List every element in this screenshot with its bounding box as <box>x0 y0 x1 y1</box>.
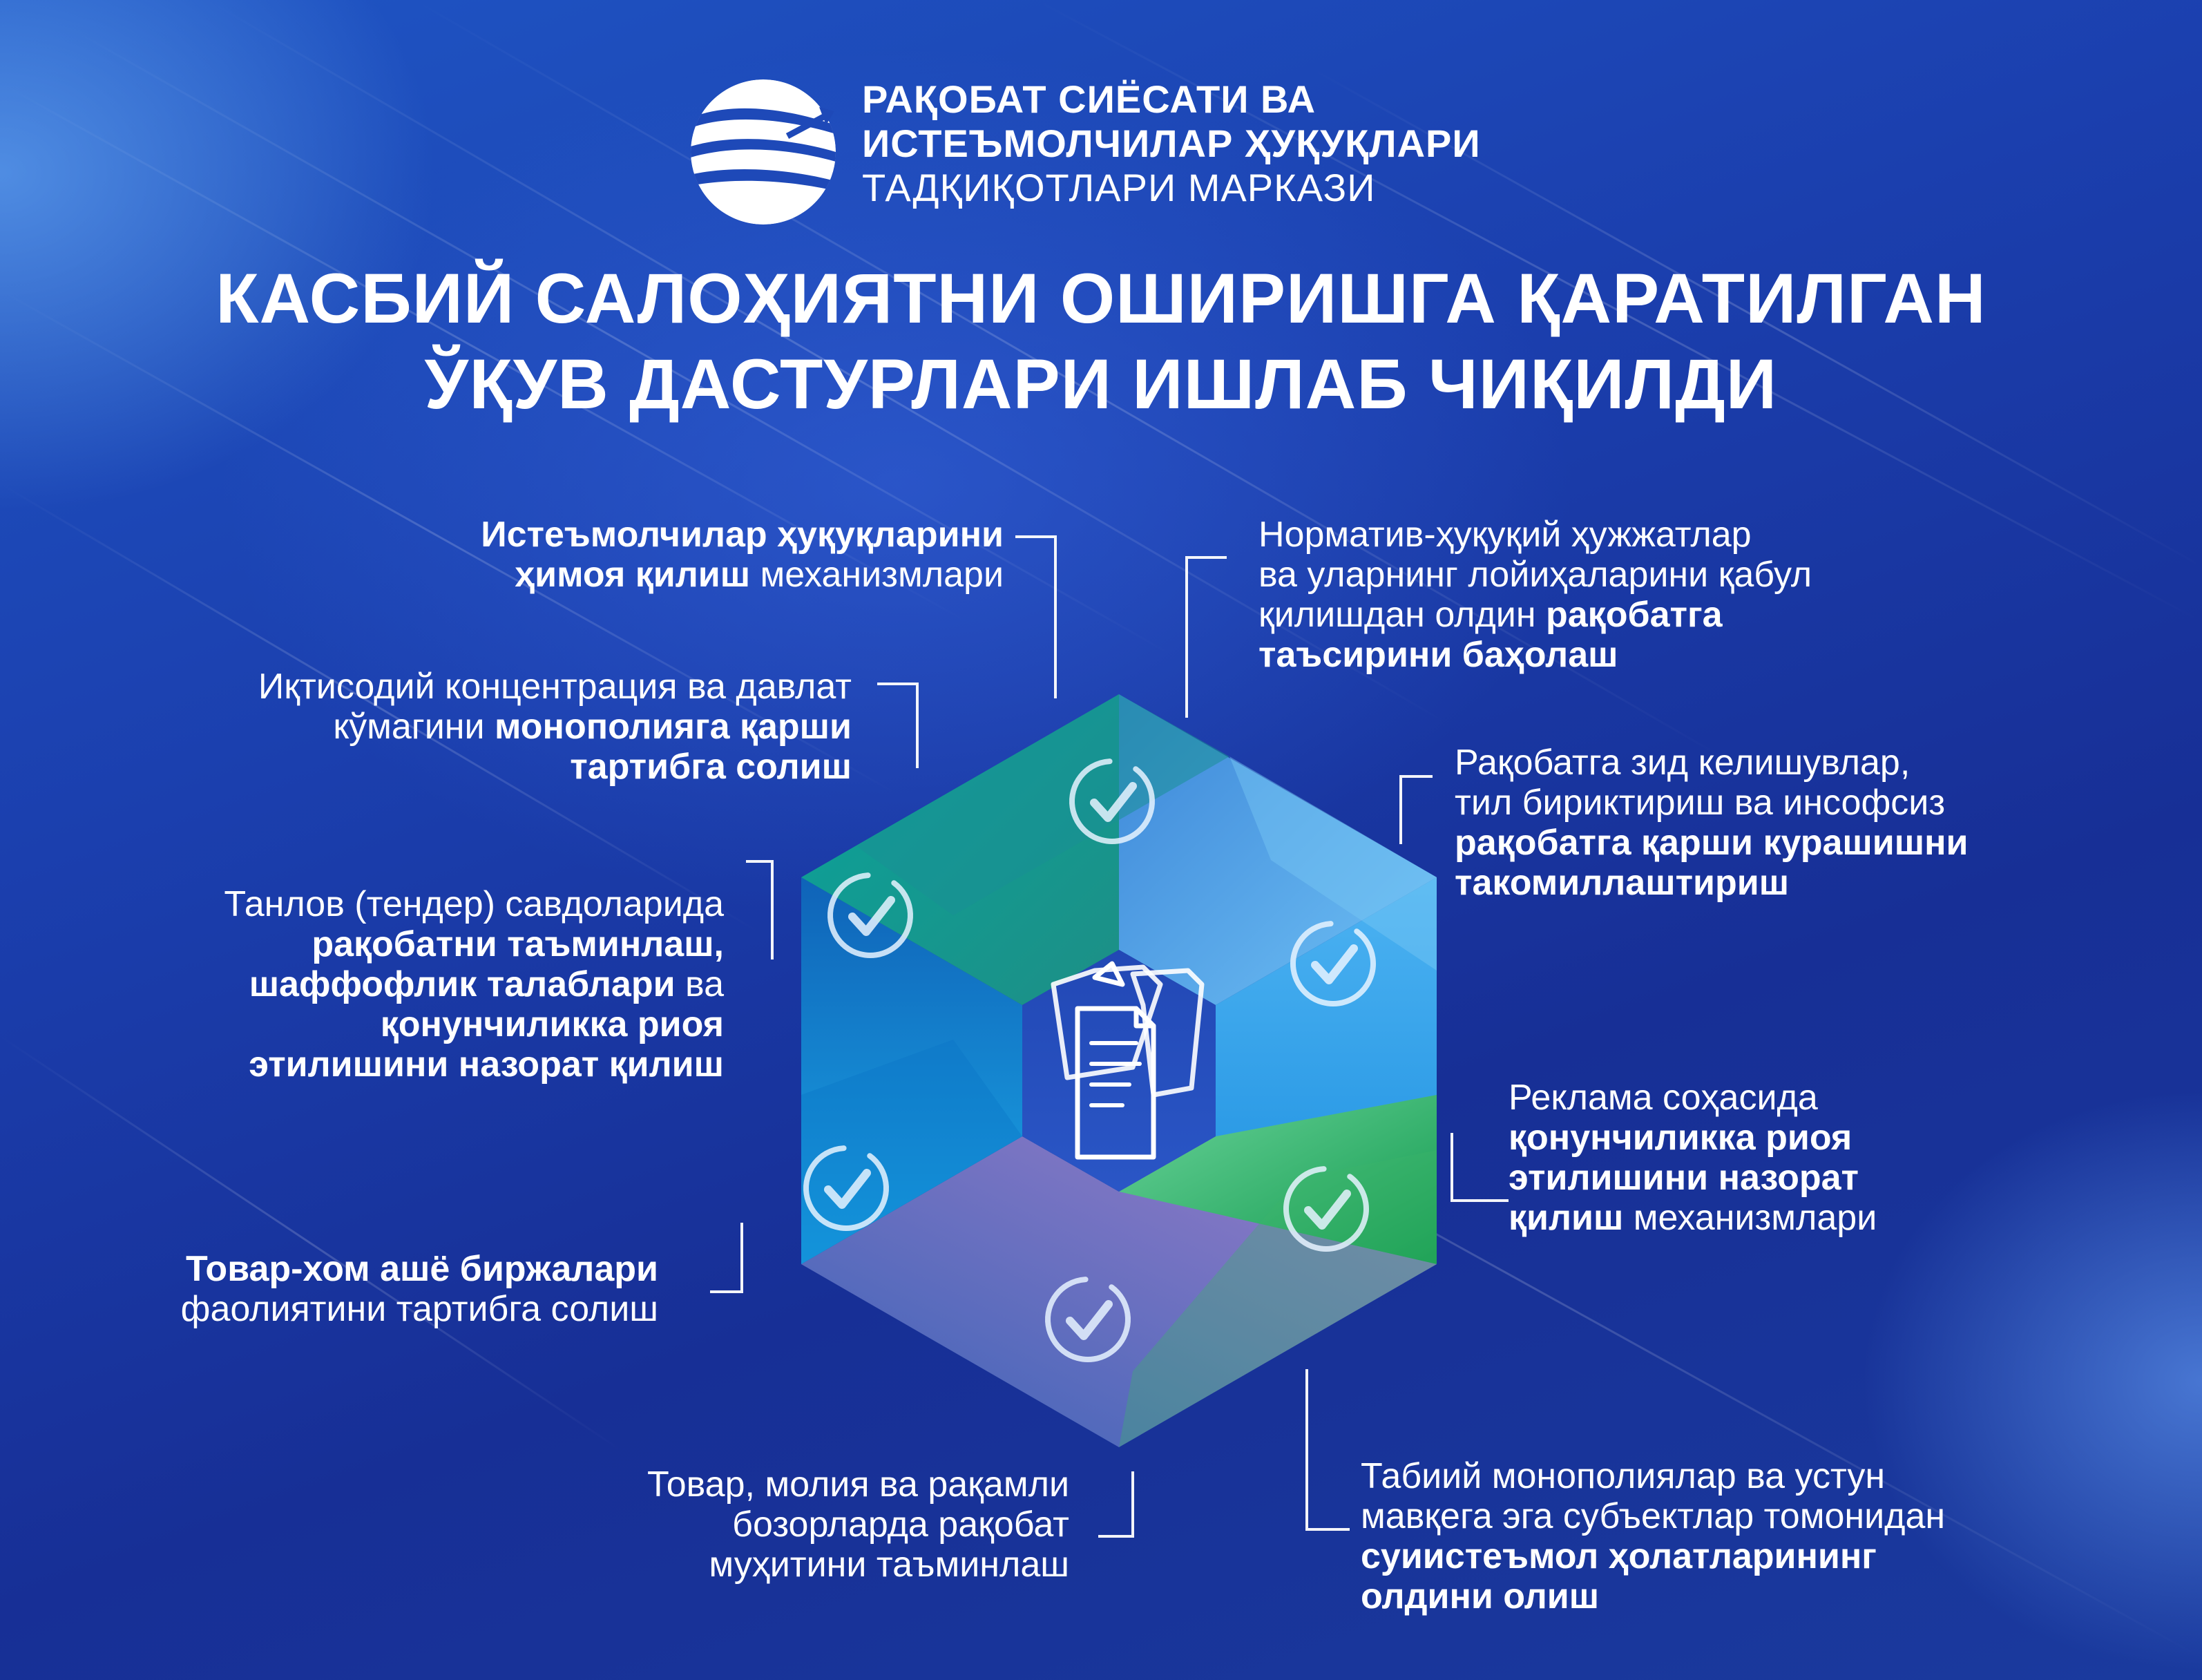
org-line-3: ТАДҚИҚОТЛАРИ МАРКАЗИ <box>862 166 1376 209</box>
item-anticompetitive-agreements <box>1455 743 1968 903</box>
item-text-bold: Истеъмолчилар ҳуқуқларини <box>481 515 1004 555</box>
item-text-bold: тартибга солиш <box>570 747 852 787</box>
item-text-bold: монополияга қарши <box>495 707 852 747</box>
title-line-1: КАСБИЙ САЛОҲИЯТНИ ОШИРИШГА ҚАРАТИЛГАН <box>216 259 1986 338</box>
item-text: ва <box>675 964 724 1004</box>
org-line-2: ИСТЕЪМОЛЧИЛАР ҲУҚУҚЛАРИ <box>862 122 1481 165</box>
item-text: Иқтисодий концентрация ва давлат <box>258 667 852 707</box>
org-line-1: РАҚОБАТ СИЁСАТИ ВА <box>862 77 1317 121</box>
item-text-bold: қилиш <box>1509 1198 1624 1238</box>
item-text: тил бириктириш ва инсофсиз <box>1455 783 1946 823</box>
item-tender-competition <box>224 884 724 1085</box>
item-text: Товар, молия ва рақамли <box>647 1464 1069 1505</box>
organization-name <box>862 77 1481 210</box>
item-text: қилишдан олдин <box>1258 595 1546 635</box>
item-text: Реклама соҳасида <box>1509 1078 1818 1118</box>
item-text-bold: Товар-хом ашё биржалари <box>185 1249 658 1289</box>
item-consumer-rights <box>481 515 1004 595</box>
item-advertising <box>1509 1078 1877 1238</box>
item-text: Танлов (тендер) савдоларида <box>224 884 724 924</box>
item-text-bold: қонунчиликка риоя <box>1509 1118 1852 1158</box>
item-text: Рақобатга зид келишувлар, <box>1455 743 1911 783</box>
item-text: кўмагини <box>333 707 495 747</box>
item-commodity-exchanges <box>181 1249 658 1329</box>
item-text-bold: рақобатга <box>1546 595 1723 635</box>
item-text: ва уларнинг лойиҳаларини қабул <box>1258 555 1812 595</box>
connector-markets <box>1098 1471 1134 1538</box>
connector-monopolies <box>1305 1369 1350 1531</box>
item-text-bold: рақобатга қарши курашишни <box>1455 823 1969 863</box>
item-text: муҳитини таъминлаш <box>709 1545 1069 1585</box>
item-text-bold: қонунчиликка риоя <box>380 1004 724 1044</box>
item-natural-monopolies <box>1361 1456 1945 1616</box>
item-text-bold: олдини олиш <box>1361 1576 1600 1616</box>
connector-tender <box>746 860 774 960</box>
item-markets-environment <box>647 1464 1069 1585</box>
globe-arrow-icon <box>684 73 843 231</box>
item-text: фаолиятини тартибга солиш <box>180 1289 658 1329</box>
item-text-bold: рақобатни таъминлаш, <box>312 924 724 964</box>
connector-concentration <box>877 682 919 768</box>
title-line-2: ЎҚУВ ДАСТУРЛАРИ ИШЛАБ ЧИҚИЛДИ <box>424 345 1778 423</box>
connector-normative <box>1185 556 1227 718</box>
item-text: механизмлари <box>750 555 1004 595</box>
connector-advertising <box>1451 1133 1509 1202</box>
item-text-bold: этилишини назорат қилиш <box>249 1044 724 1085</box>
item-text-bold: таъсирини баҳолаш <box>1258 635 1618 675</box>
page-title <box>0 256 2202 427</box>
item-text-bold: шаффофлик талаблари <box>249 964 676 1004</box>
item-text: Норматив-ҳуқуқий ҳужжатлар <box>1258 515 1752 555</box>
connector-exchange <box>710 1223 743 1293</box>
hexagon-diagram <box>746 680 1492 1461</box>
item-text: бозорларда рақобат <box>732 1505 1069 1545</box>
connector-agreements <box>1399 775 1433 844</box>
item-text-bold: суиистеъмол ҳолатларининг <box>1361 1536 1877 1576</box>
item-text-bold: такомиллаштириш <box>1455 863 1790 903</box>
item-text: механизмлари <box>1623 1198 1877 1238</box>
item-economic-concentration <box>258 667 852 787</box>
item-text-bold: этилишини назорат <box>1509 1158 1859 1198</box>
item-text: мавқега эга субъектлар томонидан <box>1361 1496 1946 1536</box>
item-text: Табиий монополиялар ва устун <box>1361 1456 1886 1496</box>
item-text-bold: ҳимоя қилиш <box>515 555 751 595</box>
connector-consumer <box>1015 535 1057 698</box>
item-normative-acts <box>1258 515 1812 675</box>
